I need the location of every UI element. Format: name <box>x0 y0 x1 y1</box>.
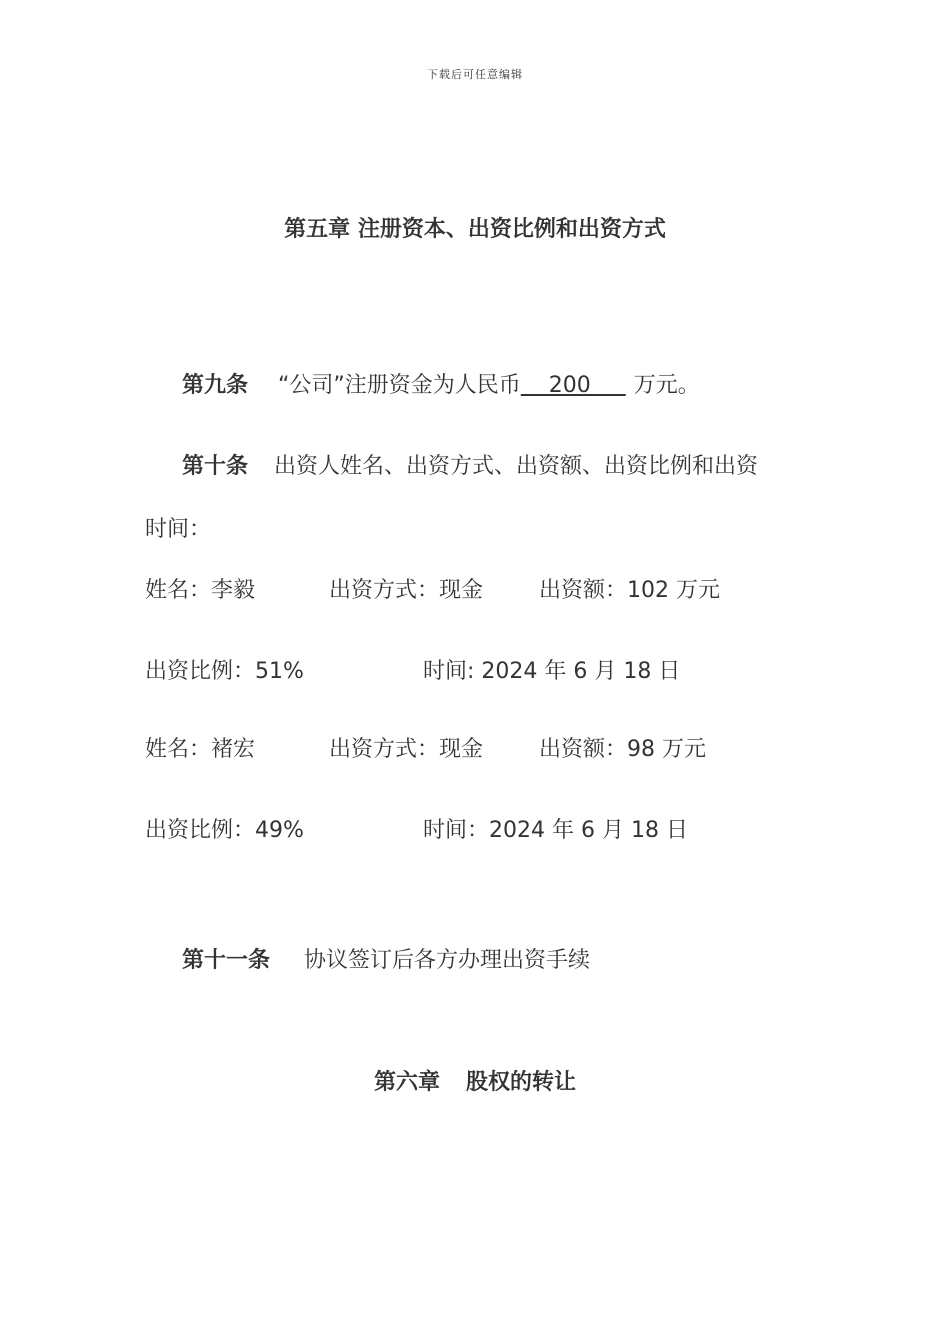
chapter-5-title: 第五章 注册资本、出资比例和出资方式 <box>284 217 666 242</box>
chapter-6-name: 股权的转让 <box>466 1070 577 1095</box>
investor-1-name: 姓名：李毅 <box>145 578 256 603</box>
page-header: 下载后可任意编辑 <box>427 68 523 81</box>
article-11 <box>182 943 590 974</box>
investor-2-amount: 出资额：98 万元 <box>539 737 706 762</box>
investor-1-method: 出资方式：现金 <box>329 578 484 603</box>
article-10-text-line1: 出资人姓名、出资方式、出资额、出资比例和出资 <box>274 454 759 479</box>
article-9-text-before: “公司”注册资金为人民币 <box>278 373 521 398</box>
article-11-label: 第十一条 <box>182 948 271 973</box>
investor-2-name: 姓名：褚宏 <box>145 737 256 762</box>
article-10-label: 第十条 <box>182 454 249 479</box>
investor-2-method: 出资方式：现金 <box>329 737 484 762</box>
article-9-text-after: 万元。 <box>633 373 700 398</box>
investor-1-time: 时间: 2024 年 6 月 18 日 <box>423 659 681 684</box>
registered-capital-amount: 200 <box>520 373 626 398</box>
chapter-6-title <box>0 1065 950 1096</box>
article-10-text-line2: 时间： <box>145 517 212 542</box>
article-9-label: 第九条 <box>182 373 249 398</box>
investor-2-ratio: 出资比例：49% <box>145 818 304 843</box>
article-10 <box>182 449 758 480</box>
article-11-text: 协议签订后各方办理出资手续 <box>304 948 591 973</box>
investor-2-time: 时间：2024 年 6 月 18 日 <box>423 818 688 843</box>
investor-1-amount: 出资额：102 万元 <box>539 578 720 603</box>
chapter-6-number: 第六章 <box>373 1070 440 1095</box>
article-9 <box>182 368 700 399</box>
investor-1-ratio: 出资比例：51% <box>145 659 304 684</box>
